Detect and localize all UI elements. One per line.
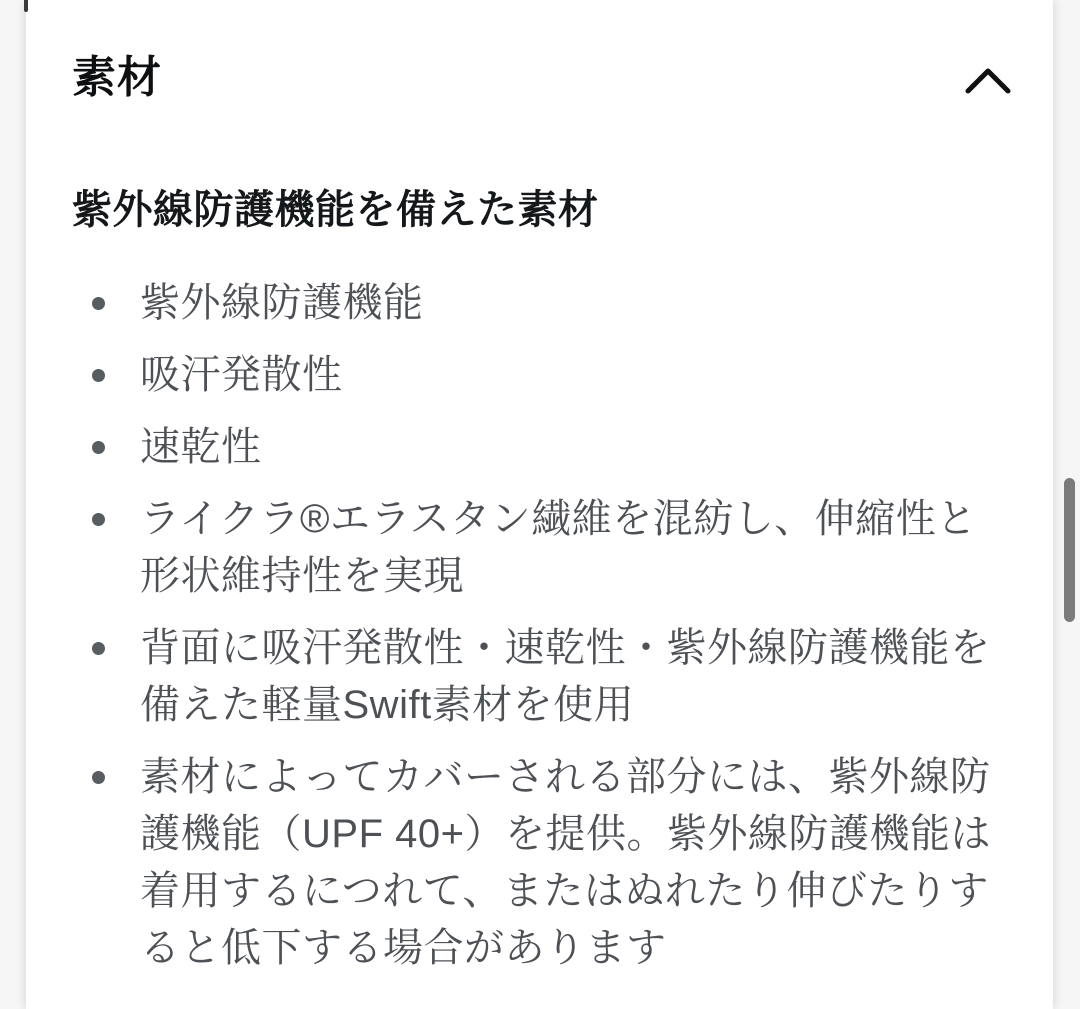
collapse-section-button[interactable] <box>965 65 1011 95</box>
left-scroll-indicator <box>24 0 28 12</box>
list-item-text: 紫外線防護機能 <box>140 281 424 325</box>
material-subheading: 紫外線防護機能を備えた素材 <box>72 188 599 232</box>
list-item <box>72 620 1013 734</box>
list-item-text: 速乾性 <box>140 425 262 469</box>
list-item-text: 素材によってカバーされる部分には、紫外線防護機能（UPF 40+）を提供。紫外線防護機能は着用するにつれて、またはぬれたり伸びたりすると低下する場合があります <box>140 755 991 970</box>
list-item-text: ライクラ®エラスタン繊維を混紡し、伸縮性と形状維持性を実現 <box>140 497 977 598</box>
page-scrollbar-thumb[interactable] <box>1064 478 1075 622</box>
list-item <box>72 347 1013 404</box>
list-item <box>72 275 1013 332</box>
chevron-up-icon <box>965 83 1011 98</box>
list-item-text: 背面に吸汗発散性・速乾性・紫外線防護機能を備えた軽量Swift素材を使用 <box>140 626 991 727</box>
material-feature-list <box>72 275 1013 977</box>
material-section-sheet <box>26 0 1053 1009</box>
section-title: 素材 <box>72 53 162 102</box>
list-item <box>72 491 1013 605</box>
list-item <box>72 419 1013 476</box>
list-item-text: 吸汗発散性 <box>140 353 343 397</box>
list-item <box>72 749 1013 977</box>
material-section-header[interactable] <box>72 55 1013 101</box>
